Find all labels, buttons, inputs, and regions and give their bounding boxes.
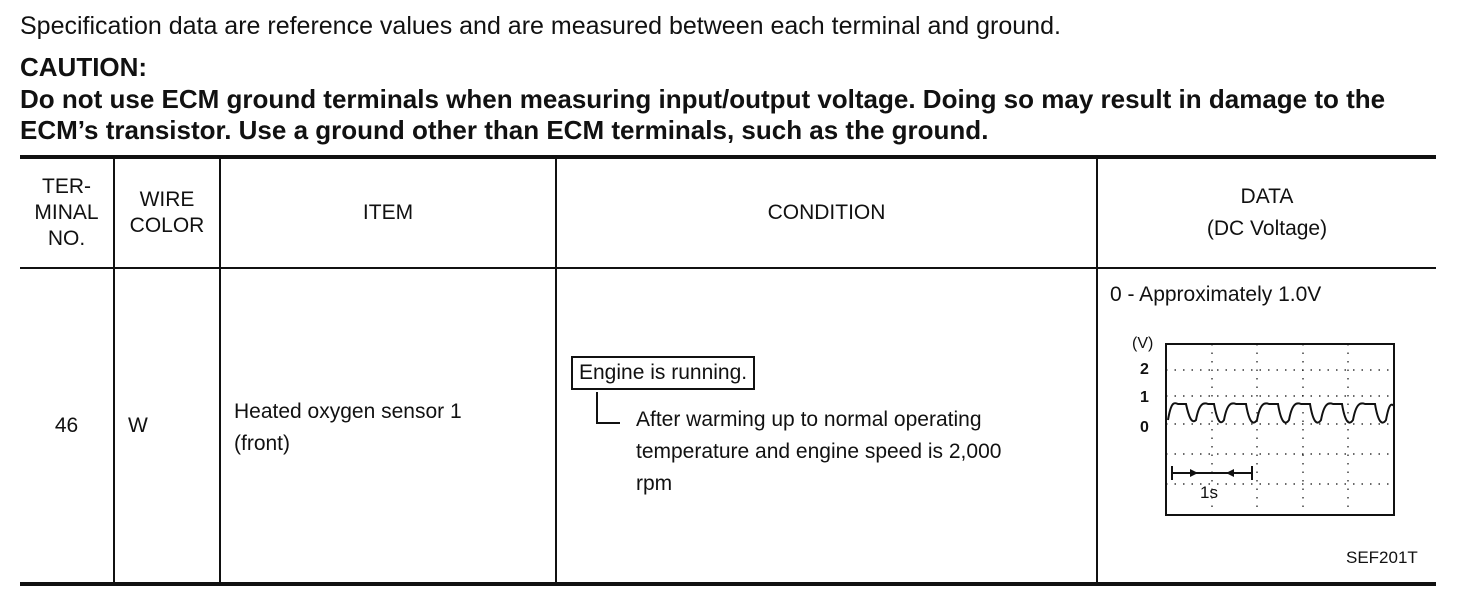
header-wire-color: WIRE COLOR <box>129 188 205 237</box>
voltage-waveform <box>1128 330 1403 520</box>
arrow-right-icon <box>1190 469 1198 477</box>
header-data: DATA (DC Voltage) <box>1206 185 1328 240</box>
arrow-left-icon <box>1226 469 1234 477</box>
condition-detail: After warming up to normal operating temperature and engine speed is 2,000 rpm <box>636 408 1002 495</box>
condition-tree-line <box>596 392 620 424</box>
scope-tick-1: 1 <box>1140 389 1149 406</box>
wire-color: W <box>128 414 148 437</box>
caution-text: Do not use ECM ground terminals when measuring input/output voltage. Doing so may result in damage to the ECM’s transistor. Use a ground other than ECM terminals, such as the ground. <box>20 84 1386 145</box>
item-name: Heated oxygen sensor 1 (front) <box>234 400 462 455</box>
header-rule <box>20 267 1436 269</box>
scope-tick-0: 0 <box>1140 419 1149 436</box>
time-scale-label: 1s <box>1200 483 1218 502</box>
header-condition: CONDITION <box>767 201 886 224</box>
header-item: ITEM <box>362 201 414 224</box>
scope-unit: (V) <box>1132 335 1154 352</box>
scope-tick-2: 2 <box>1140 361 1149 378</box>
scope-trace <box>1168 403 1394 422</box>
condition-main: Engine is running. <box>571 356 755 390</box>
time-scale-marker <box>1172 466 1252 480</box>
spec-note: Specification data are reference values and are measured between each terminal and ground. <box>20 12 1061 40</box>
data-value: 0 - Approximately 1.0V <box>1110 283 1322 306</box>
table-bottom-rule <box>20 582 1436 586</box>
caution-title: CAUTION: <box>20 52 148 82</box>
header-terminal-no: TER- MINAL NO. <box>34 175 99 250</box>
figure-code: SEF201T <box>1346 548 1418 567</box>
terminal-number: 46 <box>54 414 79 437</box>
